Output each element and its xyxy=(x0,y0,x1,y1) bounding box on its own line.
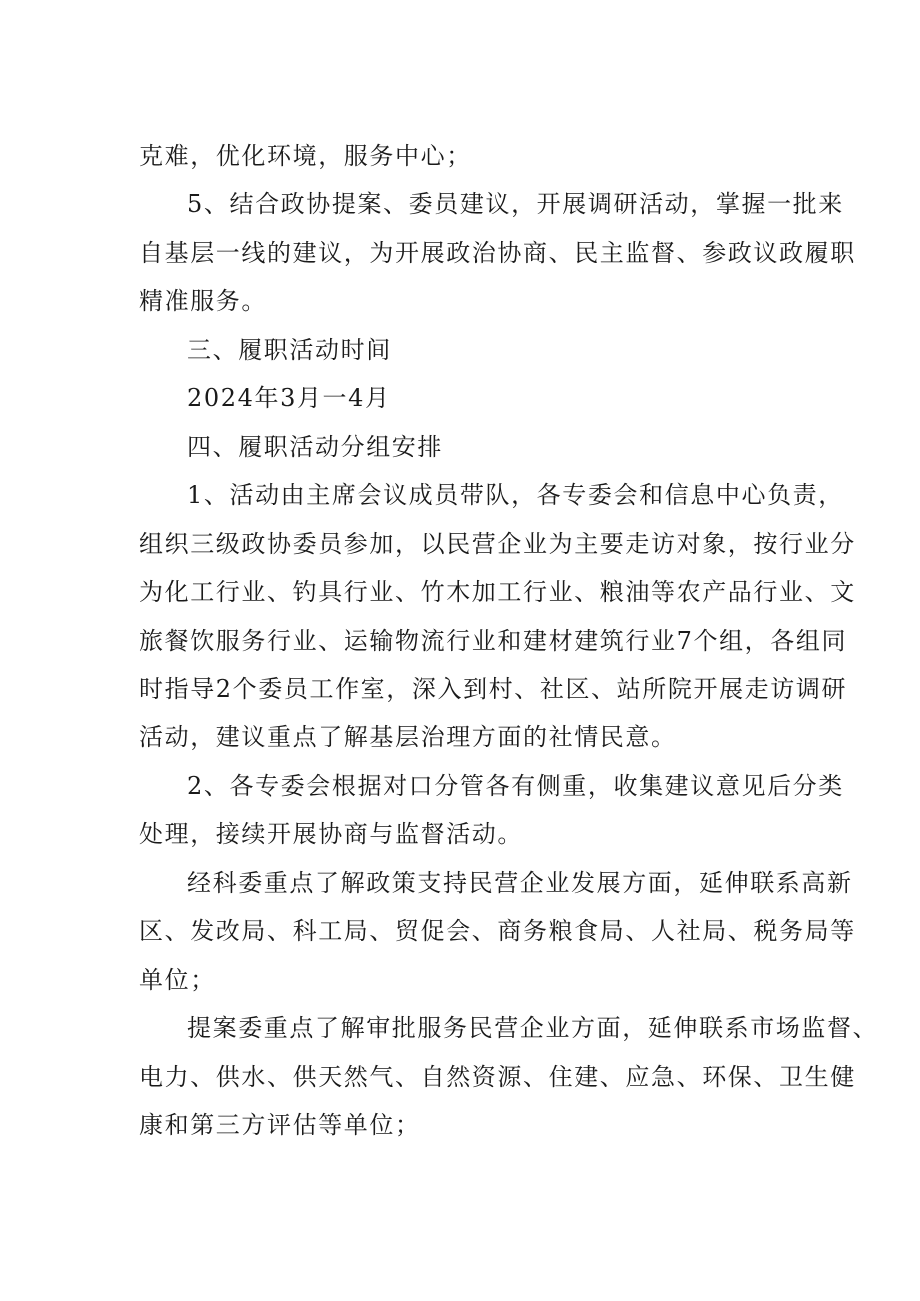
text-line-17: 区、发改局、科工局、贸促会、商务粮食局、人社局、税务局等 xyxy=(139,917,856,945)
text-line-9: 组织三级政协委员参加，以民营企业为主要走访对象，按行业分 xyxy=(139,530,856,558)
text-line-1: 克难，优化环境，服务中心； xyxy=(139,142,472,170)
text-line-15: 处理，接续开展协商与监督活动。 xyxy=(139,820,523,848)
text-line-16: 经科委重点了解政策支持民营企业发展方面，延伸联系高新 xyxy=(187,869,853,897)
section-heading-4: 四、履职活动分组安排 xyxy=(187,433,443,461)
text-line-18: 单位； xyxy=(139,966,216,994)
text-line-14: 2、各专委会根据对口分管各有侧重，收集建议意见后分类 xyxy=(187,772,844,800)
activity-date-range: 2024年3月一4月 xyxy=(187,384,391,412)
text-line-21: 康和第三方评估等单位； xyxy=(139,1111,421,1139)
section-heading-3: 三、履职活动时间 xyxy=(187,336,392,364)
text-line-10: 为化工行业、钓具行业、竹木加工行业、粮油等农产品行业、文 xyxy=(139,578,856,606)
text-line-8: 1、活动由主席会议成员带队，各专委会和信息中心负责， xyxy=(187,481,844,509)
text-line-3: 自基层一线的建议，为开展政治协商、民主监督、参政议政履职 xyxy=(139,239,856,267)
text-line-4: 精准服务。 xyxy=(139,287,267,315)
text-line-11: 旅餐饮服务行业、运输物流行业和建材建筑行业7个组，各组同 xyxy=(139,627,848,655)
text-line-20: 电力、供水、供天然气、自然资源、住建、应急、环保、卫生健 xyxy=(139,1063,856,1091)
text-line-12: 时指导2个委员工作室，深入到村、社区、站所院开展走访调研 xyxy=(139,675,848,703)
text-line-13: 活动，建议重点了解基层治理方面的社情民意。 xyxy=(139,723,677,751)
text-line-2: 5、结合政协提案、委员建议，开展调研活动，掌握一批来 xyxy=(187,190,844,218)
text-line-19: 提案委重点了解审批服务民营企业方面，延伸联系市场监督、 xyxy=(187,1014,879,1042)
